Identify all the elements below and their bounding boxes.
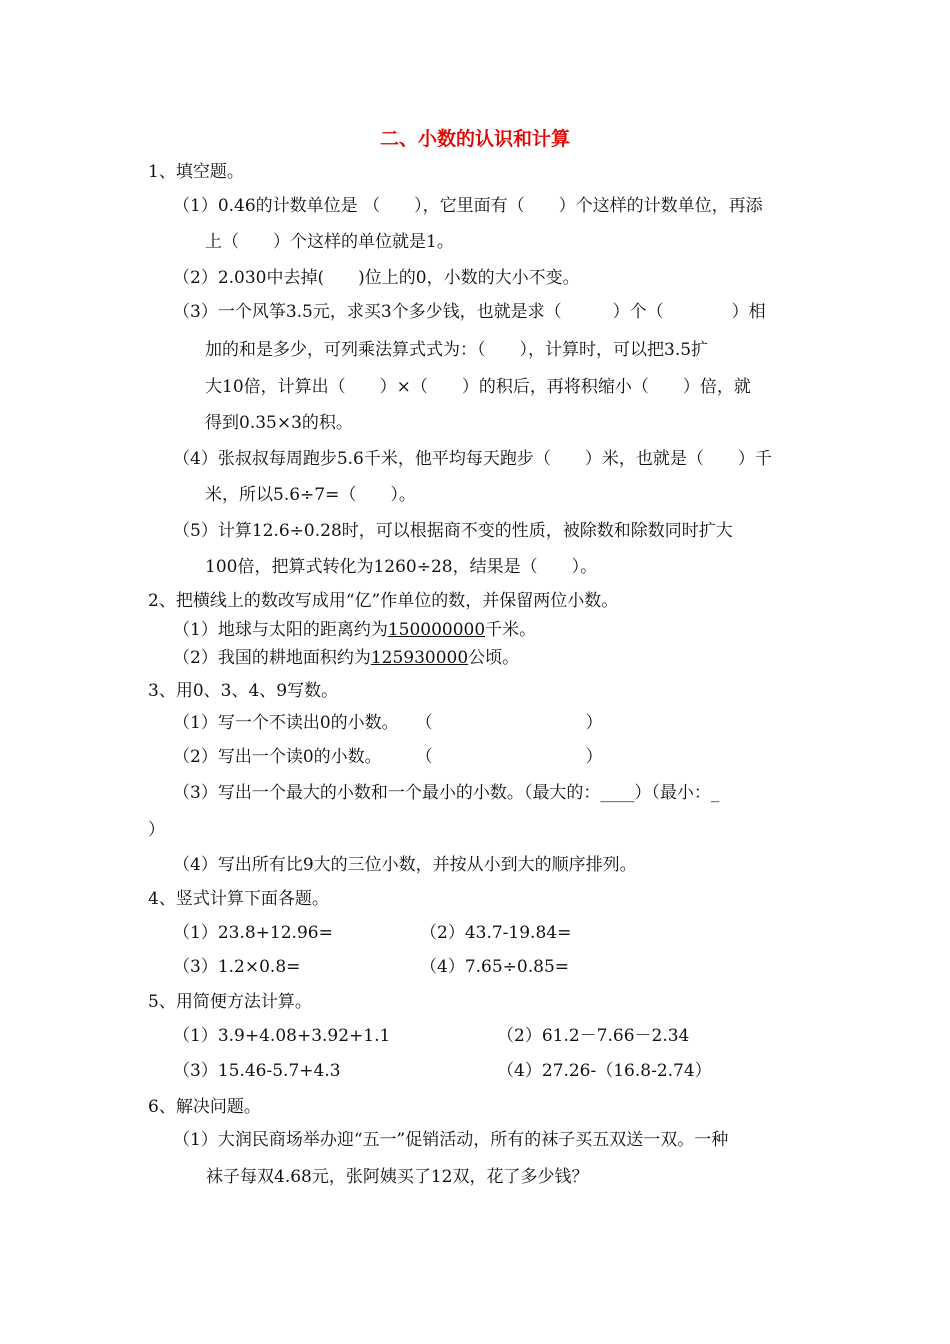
- s1-q4-line2: 米，所以5.6÷7=（ ）。: [205, 485, 416, 505]
- s2-q2: [173, 646, 519, 670]
- s3-q4: （4）写出所有比9大的三位小数，并按从小到大的顺序排列。: [173, 855, 637, 875]
- s5-q3: （3）15.46-5.7+4.3: [173, 1061, 341, 1081]
- s1-q3-line1: （3）一个风筝3.5元，求买3个多少钱，也就是求（ ）个（ ）相: [173, 302, 766, 322]
- s1-q1-line2: 上（ ）个这样的单位就是1。: [205, 232, 454, 252]
- s1-q4-line1: （4）张叔叔每周跑步5.6千米，他平均每天跑步（ ）米，也就是（ ）千: [173, 449, 772, 469]
- s1-q2: （2）2.030中去掉( )位上的0，小数的大小不变。: [173, 268, 580, 288]
- s5-q4: （4）27.26-（16.8-2.74）: [497, 1061, 712, 1081]
- section-4-heading: 4、竖式计算下面各题。: [148, 889, 329, 909]
- s1-q5-line2: 100倍，把算式转化为1260÷28，结果是（ ）。: [205, 557, 598, 577]
- s3-q2: （2）写出一个读0的小数。 （ ）: [173, 747, 603, 767]
- s3-q3-line2: ）: [148, 820, 165, 840]
- page-title: 二、小数的认识和计算: [379, 128, 570, 150]
- s2-q1-prefix: （1）地球与太阳的距离约为: [173, 620, 388, 640]
- s2-q2-suffix: 公顷。: [468, 648, 520, 668]
- s1-q3-line4: 得到0.35×3的积。: [205, 413, 353, 433]
- s4-q4: （4）7.65÷0.85=: [420, 957, 570, 977]
- s4-row-1: [173, 921, 873, 945]
- section-2-heading: 2、把横线上的数改写成用“亿”作单位的数，并保留两位小数。: [148, 591, 619, 611]
- s4-q1: （1）23.8+12.96=: [173, 923, 333, 943]
- s1-q1-line1: （1）0.46的计数单位是 （ ），它里面有（ ）个这样的计数单位，再添: [173, 196, 763, 216]
- s1-q3-line3: 大10倍，计算出（ ）×（ ）的积后，再将积缩小（ ）倍，就: [205, 377, 751, 397]
- s2-q2-prefix: （2）我国的耕地面积约为: [173, 648, 371, 668]
- s2-q1-number: 150000000: [387, 620, 486, 640]
- section-6-heading: 6、解决问题。: [148, 1097, 261, 1117]
- s2-q1-suffix: 千米。: [485, 620, 537, 640]
- s2-q1: [173, 618, 536, 642]
- s5-q2: （2）61.2－7.66－2.34: [497, 1026, 690, 1046]
- s6-q1-line2: 袜子每双4.68元，张阿姨买了12双，花了多少钱？: [206, 1167, 589, 1187]
- s1-q3-line2: 加的和是多少，可列乘法算式式为：（ ），计算时，可以把3.5扩: [205, 340, 709, 360]
- section-3-heading: 3、用0、3、4、9写数。: [148, 681, 339, 701]
- section-5-heading: 5、用简便方法计算。: [148, 992, 312, 1012]
- s3-q1: （1）写一个不读出0的小数。 （ ）: [173, 713, 603, 733]
- s5-row-2: [173, 1059, 873, 1083]
- s4-row-2: [173, 955, 873, 979]
- s1-q5-line1: （5）计算12.6÷0.28时，可以根据商不变的性质，被除数和除数同时扩大: [173, 521, 733, 541]
- s5-q1: （1）3.9+4.08+3.92+1.1: [173, 1026, 391, 1046]
- s4-q3: （3）1.2×0.8=: [173, 957, 301, 977]
- s2-q2-number: 125930000: [370, 648, 469, 668]
- s4-q2: （2）43.7-19.84=: [420, 923, 572, 943]
- s5-row-1: [173, 1024, 873, 1048]
- section-1-heading: 1、填空题。: [148, 162, 244, 182]
- s3-q3-line1: （3）写出一个最大的小数和一个最小的小数。（最大的：____）（最小：_: [173, 783, 720, 803]
- s6-q1-line1: （1）大润民商场举办迎“五一”促销活动，所有的袜子买五双送一双。一种: [173, 1130, 729, 1150]
